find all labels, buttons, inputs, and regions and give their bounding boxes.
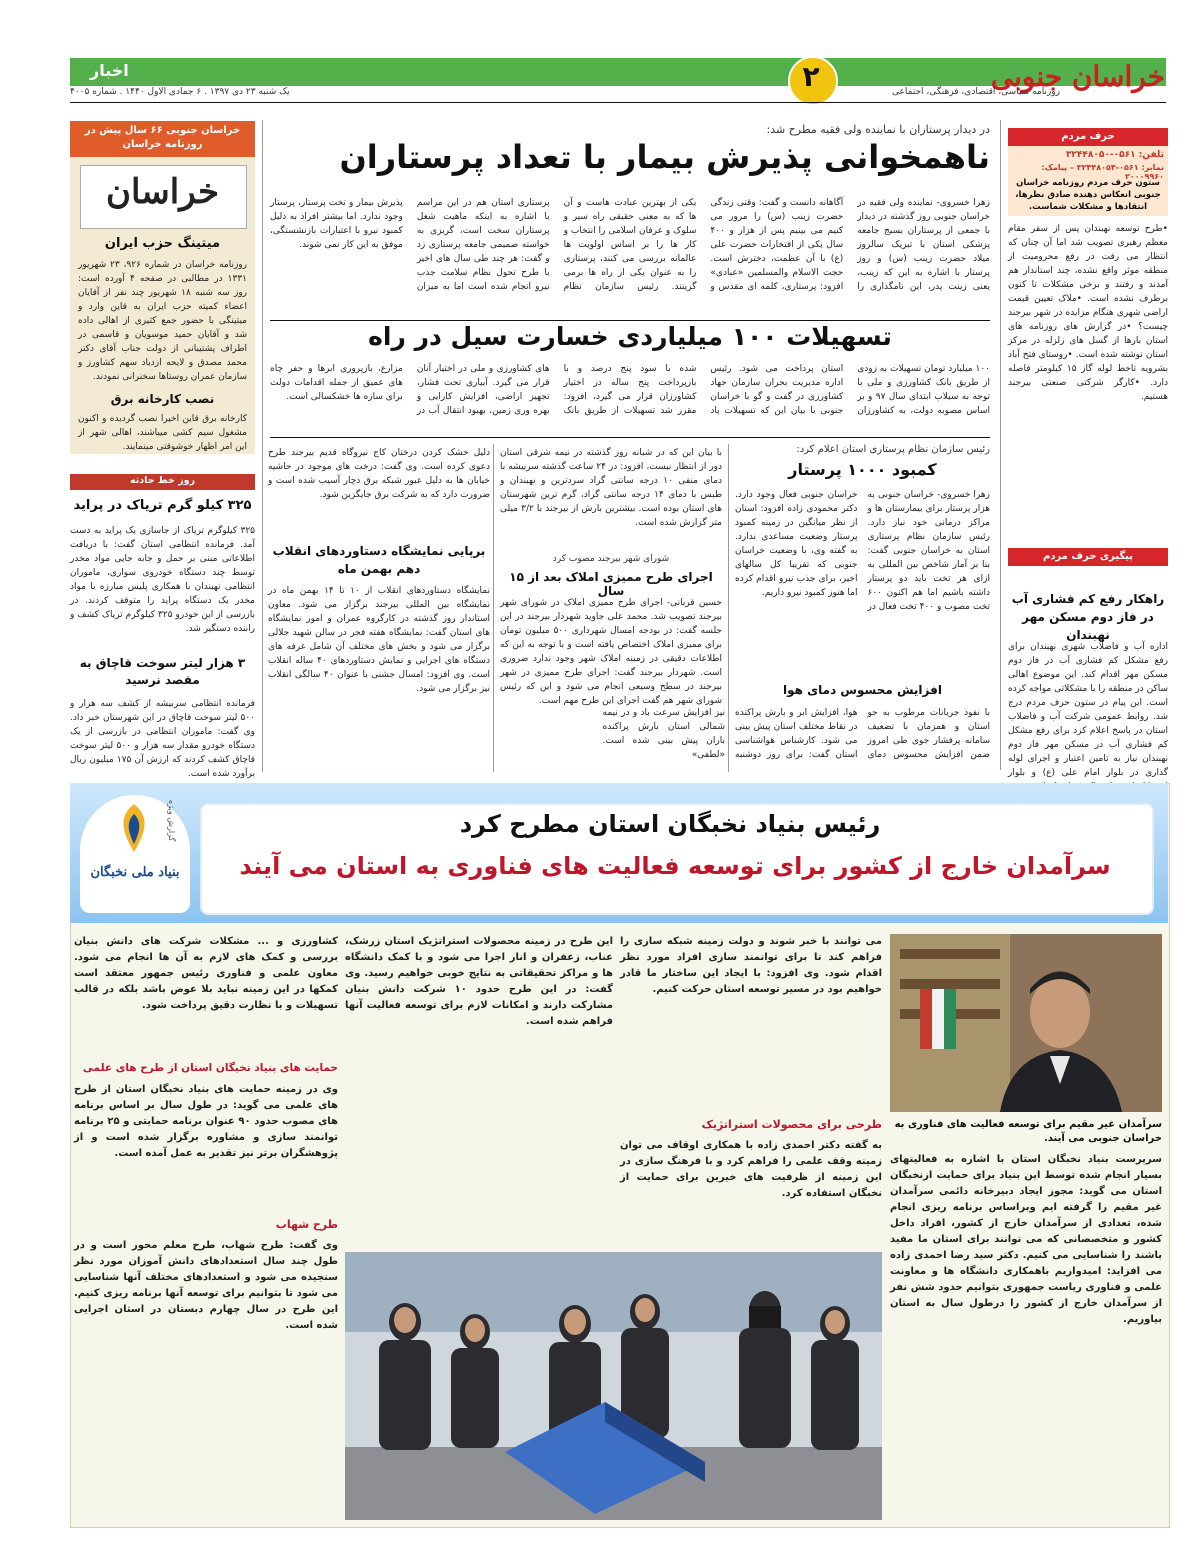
- nurses-headline: کمبود ۱۰۰۰ پرستار: [788, 460, 937, 479]
- lead-bottom-rule: [270, 320, 990, 321]
- exhibition-photo: [345, 1252, 882, 1520]
- special-subhead-a: طرحی برای محصولات استراتژیک: [701, 1118, 882, 1131]
- bonyad-logo-icon: [106, 800, 162, 856]
- column-rule-nurses: [728, 444, 729, 772]
- header-rule: [70, 102, 1166, 103]
- page-number: ۲: [802, 60, 820, 93]
- archive-header: خراسان جنوبی ۶۶ سال پیش در روزنامه خراسان: [84, 125, 241, 150]
- special-side-label: گزارش ویژه: [167, 800, 176, 842]
- special-headline: سرآمدان خارج از کشور برای توسعه فعالیت های فناوری به استان می آیند: [239, 852, 1111, 880]
- portrait-photo: [890, 934, 1162, 1112]
- special-col2: می توانند با خبر شوند و دولت زمینه شبکه سازی را فراهم کند تا برای توانمند سازی افراد مورد نظر اقدام شود. وی افزود: با ایجاد این ساختار ما قادر خواهیم بود در مسیر توسعه استان حرکت کنیم.: [620, 936, 882, 995]
- harf-mardom-body: •طرح توسعه نهبندان پس از سفر مقام معظم رهبری تصویب شد اما آن چنان که انتظار می رفت در رفع محرومیت از منطقه موثر واقع نشده، چند استاندار هم آمدند و رفتند و برخی مشکلات تا کنون برطرف نشده است. •ملاک تعیین قیمت اراضی شهری هنگام مزایده در شهر بیرجند چیست؟ •در گزارش های روزنامه های استان بارها از گسل های زلزله در مرکز استان نوشته شده است. •روستای فتح آباد بشرویه تاخط لوله گاز ۱۵ کیلومتر فاصله دارد. •کارگر شرکتی صنعتی بیرجند هستیم.: [1008, 224, 1168, 402]
- real-estate-kicker: شورای شهر بیرجند مصوب کرد: [552, 554, 670, 564]
- harf-mardom-note: ستون حرف مردم روزنامه خراسان جنوبی انعکاس دهنده صادق نظرها، انتقادها و مشکلات شماست.: [1015, 178, 1161, 212]
- power-plant-headline: نصب کارخانه برق: [110, 392, 215, 406]
- special-kicker: رئیس بنیاد نخبگان استان مطرح کرد: [459, 810, 881, 838]
- special-col4b: وی در زمینه حمایت های بنیاد نخبگان استان از طرح های علمی می گوید: در طول سال بر اساس برنامه های مصوب حدود ۹۰ عنوان برنامه حمایتی و ۲۵ برنامه توانمند سازی و مشاوره برگزار شده است و از پژوهشگران برتر نیز تقدیر به عمل آمده است.: [74, 1084, 338, 1159]
- nurses-body: زهرا خسروی- خراسان جنوبی به هزار پرستار برای بیمارستان ها و مراکز درمانی خود نیاز دارد. رئیس سازمان نظام پرستاری استان به خراسان جنوبی گفت: بنا بر آمار شاخص بین المللی به ازای هر تخت باید دو پرستار داشته باشیم اما هم اکنون ۶۰۰ تخت مصوب و ۴۰۰ تخت فعال در خراسان جنوبی فعال وجود دارد. دکتر محمودی زاده افزود: استان از نظر میانگین در زمینه کمبود پرستار وضعیت مساعدی ندارد. به گفته وی، با وضعیت خراسان جنوبی که تفریبا کل سالهای اخیر، برای جذب نیرو اقدام کرده اما هنوز کمبود نیرو داریم.: [735, 490, 991, 612]
- nurses-kicker: رئیس سازمان نظام پرستاری استان اعلام کرد:: [796, 444, 990, 455]
- real-estate-headline: اجرای طرح ممیزی املاک بعد از ۱۵ سال: [509, 570, 713, 598]
- flood-headline: تسهیلات ۱۰۰ میلیاردی خسارت سیل در راه: [368, 322, 892, 351]
- special-col3: این طرح در زمینه محصولات استراتژیک استان زرشک، عناب، زعفران و انار اجرا می شود و با کمک دانشگاه ها و مراکز تحقیقاتی به نتایج خوبی خواهیم رسید. وی گفت: در این طرح حدود ۱۰ شرکت دانش بنیان مشارکت دارند و امکانات لازم برای توسعه فعالیت آنها فراهم شده است.: [345, 936, 613, 1027]
- flood-body: ۱۰۰ میلیارد تومان تسهیلات به زودی از طریق بانک کشاورزی و ملی با توجه به سیلاب ابتدای سال ۹۷ و بر اساس مصوبه دولت، به کشاورزان استان پرداخت می شود. رئیس اداره مدیریت بحران سازمان جهاد کشاورزی در گفت و گو با خراسان جنوبی با بیان این که تسهیلات یاد شده با سود پنج درصد و با بازپرداخت پنج ساله در اختیار کشاورزان قرار می گیرد، افزود: مقرر شد تسهیلات از طریق بانک های کشاورزی و ملی در اختیار آنان قرار می گیرد. آبیاری تحت فشار، تجهیز اراضی، افزایش کارایی و بهره وری زمین، بهبود انتقال آب در مزارع، بازپروری ابرها و حفر چاه های عمیق از جمله اقدامات دولت برای سازه ها خشکسالی است.: [270, 364, 991, 416]
- tagline: روزنامه سیاسی، اقتصادی، فرهنگی، اجتماعی: [891, 87, 1060, 97]
- fuel-body: فرمانده انتظامی سربیشه از کشف سه هزار و ۵۰۰ لیتر سوخت قاچاق در این شهرستان خبر داد. وی گفت: ماموران انتظامی در بازرسی از یک دستگاه خودرو مقدار سه هزار و ۵۰۰ لیتر سوخت قاچاق کشف کردند که ارزش آن ۱۷۵ میلیون ریال برآورد شده است.: [70, 699, 255, 779]
- bonyad-logo-text: بنیاد ملی نخبگان: [90, 865, 180, 880]
- exhibition-headline: برپایی نمایشگاه دستاوردهای انقلاب دهم بهمن ماه: [272, 544, 486, 576]
- special-subhead-c: طرح شهاب: [275, 1218, 338, 1231]
- special-col4: کشاورزی و ... مشکلات شرکت های دانش بنیان بررسی و کمک های لازم به آن ها انجام می شود. معاون علمی و فناوری رئیس جمهور معتقد است کمکها در این زمینه نباید بلا عوض باشد بلکه در قالب تسهیلات و با نظارت دقیق پرداخت شود.: [74, 936, 338, 1011]
- dateline: یک شنبه ۲۳ دی ۱۳۹۷ . ۶ جمادی الاول ۱۴۴۰ . شماره ۴۰۰۵: [70, 87, 290, 97]
- column-rule-left: [262, 120, 263, 772]
- portrait-caption: سرآمدان غیر مقیم برای توسعه فعالیت های فناوری به خراسان جنوبی می آیند.: [894, 1119, 1162, 1144]
- real-estate-body: حسین قربانی- اجرای طرح ممیزی املاک در شورای شهر بیرجند تصویب شد. محمد علی جاوید شهردار بیرجند در این جلسه گفت: در بودجه امسال شهرداری ۵۰۰ میلیون تومان برای ممیزی املاک اختصاص یافته است و با توجه به این که اطلاعات دقیقی در زمینه املاک شهر وجود ندارد ضروری است. شهردار بیرجند گفت: اجرای طرح ممیزی در شهر بیرجند در سطح وسیعی انجام می شود و این که رئیس شورای شهر هم گفت اجرای این طرح مهم است.: [500, 598, 722, 706]
- special-col1: سرپرست بنیاد نخبگان استان با اشاره به فعالیتهای بسیار انجام شده توسط این بنیاد برای حمایت ازنخبگان استان می گوید: مجوز ایجاد دبیرخانه دائمی سرآمدان غیر مقیم را گرفته ایم وبراساس برنامه ریزی انجام شده، تعدادی از سرآمدان خارج از کشور، افراد داخل کشور و متخصصانی که می توانند برای استان ما مفید باشند را شناسایی می کنیم. دکتر سید رضا احمدی زاده می افزاید: امیدواریم باهمکاری دانشگاه ها و معاونت علمی و فناوری ریاست جمهوری بتوانیم حدود شش نفر از سرآمدان خارج از کشور را درطول سال به استان بیاوریم.: [890, 1154, 1162, 1325]
- phone-line: تلفن: ۰۵۶۱-۳۲۴۴۸۰۵۰: [1065, 150, 1164, 160]
- special-col4c: وی گفت: طرح شهاب، طرح معلم محور است و در طول چند سال استعدادهای دانش آموزان مورد نظر سنجیده می شود و استعدادهای مختلف آنها شناسایی می شود تا بتوانیم برای توسعه آنها برنامه ریزی کنیم. این طرح در سال چهارم دبستان در استان اجرایی شده است.: [74, 1240, 338, 1331]
- harf-mardom-title: حرف مردم: [1008, 128, 1168, 146]
- real-estate-lead: با بیان این که در شبانه روز گذشته در نیمه شرقی استان دور از انتظار نیست، افزود: در ۲۴ ساعت گذشته سربیشه با دمای منفی ۱۰ درجه سانتی گراد سردترین و نهبندان و طبس با دمای ۱۴ درجه سانتی گراد، گرم ترین شهرستان های استان بوده است. بیشترین بارش از بیرجند با ۳/۲ میلی متر گزارش شده است.: [500, 448, 722, 528]
- followup-body: اداره آب و فاضلاب شهری نهبندان برای رفع مشکل کم فشاری آب در فاز دوم مسکن مهر اقدام کند. این موضوع اهالی ساکن در منطقه را با مشکلاتی مواجه کرده است. این پیام در ستون حرف مردم درج شد. روابط عمومی شرکت آب و فاضلاب استان در پاسخ اعلام کرد برای رفع مشکل کم فشاری آب در مسکن مهر فاز دوم نهبندان نیاز به تامین اعتبار و اجرای لوله گذاری در بلوار امام علی (ع) و بلوار: [1008, 642, 1168, 778]
- exhibition-body: نمایشگاه دستاوردهای انقلاب از ۱۰ تا ۱۴ بهمن ماه در نمایشگاه بین المللی بیرجند برگزار می شود. معاون استاندار روز گذشته در کارگروه عمران و امور نمایشگاه های استان گفت: نمایشگاه هفته فجر در سالن شهید جلالی برگزار می شود و بخش های مختلف آن شامل غرفه های دستگاه های اجرایی و نمایش دستاوردهای ۴۰ ساله انقلاب است. وی افزود: امسال جشنی با عنوان ۴۰ سالگی انقلاب نیز برگزار می شود.: [268, 586, 491, 694]
- temperature-body: با نفوذ جریانات مرطوب به جو استان و همزمان با تضعیف سامانه پرفشار جوی طی امروز ضمن افزایش محسوس دمای هوا، افزایش ابر و بارش پراکنده در نقاط مختلف استان پیش بینی می شود. کارشناس هواشناسی استان گفت: برای روز دوشنبه نیز افزایش سرعت باد و در نیمه شمالی استان بارش پراکنده باران پیش بینی شده است. «لطفی»: [602, 708, 990, 760]
- section-label: اخبار: [90, 61, 129, 80]
- archive-masthead: خراسان: [105, 172, 220, 212]
- opium-body: ۳۲۵ کیلوگرم تریاک از جاسازی یک پراید به دست آمد. فرمانده انتظامی استان گفت: با دریافت اطلاعاتی مبنی بر حمل و جابه جایی مواد مخدر توسط چند دستگاه خودروی سواری، ماموران انتظامی نهبندان با همکاری پلیس مبارزه با مواد مخدر یک دستگاه پراید را متوقف کردند. در بازرسی از این خودرو ۳۲۵ کیلوگرم تریاک کشف و راننده دستگیر شد.: [70, 526, 255, 634]
- lead-headline: ناهمخوانی پذیرش بیمار با تعداد پرستاران: [339, 138, 990, 176]
- column-rule-realestate: [493, 444, 494, 772]
- temperature-headline: افزایش محسوس دمای هوا: [783, 683, 942, 697]
- followup-title: پیگیری حرف مردم: [1008, 548, 1168, 566]
- opium-headline: ۳۲۵ کیلو گرم تریاک در پراید: [73, 498, 252, 513]
- archive-body: روزنامه خراسان در شماره ۹۲۶، ۲۳ شهریور ۱۳۳۱ در مطالبی در صفحه ۴ آورده است: روز سه شنبه ۱۸ شهریور چند نفر از آقایان اعضاء کمیته حزب ایران به قاین وارد و میتینگی با حضور جمع کثیری از اهالی داده شد و آقایان حمید موسویان و قاسمی در اطراف پشتیبانی از دولت جناب آقای دکتر محمد مصدق و لایحه ازدیاد سهم کشاورز و سازمان عمران روستاها سخنرانی نمودند.: [78, 260, 247, 382]
- followup-headline: راهکار رفع کم فشاری آب در فاز دوم مسکن مهر نهبندان: [1011, 592, 1165, 642]
- flood-bottom-rule: [270, 437, 990, 438]
- lead-body: زهرا خسروی- نماینده ولی فقیه در خراسان جنوبی روز گذشته در دیدار با جمعی از پرستاران بسیج جامعه پزشکی استان با تبریک سالروز میلاد حضرت زینب (س) و روز پرستار با اشاره به این که زینب، یعنی زینت پدر، این نامگذاری را آگاهانه دانست و گفت: وقتی زندگی حضرت زینب (س) را مرور می کنیم می بینیم پس از هزار و ۴۰۰ سال یکی از افتخارات حضرت علی (ع) با آن عظمت، دخترش است. حجت الاسلام والمسلمین «عبادی» افزود: پرستاری، کلمه ای مقدس و یکی از بهترین عبادت هاست و آن ها که به معنی حقیقی راه سیر و سلوک و عرفان اسلامی را انتخاب و کار ها را بر اساس اولویت ها عالمانه بررسی می کنند، پرستاری را به عنوان یکی از راه ها برمی گزینند. رئیس سازمان نظام پرستاری استان هم در این مراسم با اشاره به اینکه ماهیت شغل پرستاران سخت است، گریزی به خواسته صمیمی جامعه پرستاری زد و گفت: هر چند طی سال های اخیر با طرح تحول نظام سلامت جذب نیرو انجام شده است اما به میزان پذیرش بیمار و تخت پرستار، پرستار وجود ندارد. اما بیشتر افراد به دلیل کمبود نیرو با اعتبارات بازنشستگی، موفق به این کار نمی شوند.: [270, 198, 990, 292]
- power-plant-body: کارخانه برق قاین اخیرا نصب گردیده و اکنون مشغول سیم کشی میباشند، اهالی شهر از این امر اظهار خوشوقتی مینمایند.: [78, 414, 247, 452]
- sms-line: نمابر: ۰۵۶۱-۳۲۴۴۸۰۵۴ – پیامک: ۲۰۰۰۹۹۶۰: [1041, 163, 1164, 181]
- special-col2b: به گفته دکتر احمدی زاده با همکاری اوقاف می توان زمینه وقف علمی را فراهم کرد و با فرهنگ سازی در این زمینه از ظرفیت های خیرین برای حمایت از نخبگان استفاده کرد.: [620, 1140, 882, 1199]
- special-subhead-b: حمایت های بنیاد نخبگان استان از طرح های علمی: [82, 1062, 338, 1074]
- accidents-bar-label: روز خط حادثه: [129, 475, 196, 486]
- logo: خراسان جنوبی: [990, 60, 1165, 93]
- archive-headline: میتینگ حزب ایران: [104, 236, 221, 251]
- fuel-headline: ۳ هزار لیتر سوخت قاچاق به مقصد نرسید: [79, 656, 246, 687]
- exhibition-lead: دلیل خشک کردن درختان کاج نیروگاه قدیم بیرجند طرح دعوی کرده است. وی گفت: درخت های موجود در حاشیه خیابان ها به دلیل عبور شبکه برق دچار آسیب شده است و ضرورت دارد که به شرکت برق جایگزین شود.: [268, 448, 490, 500]
- lead-kicker: در دیدار پرستاران با نماینده ولی فقیه مطرح شد:: [766, 123, 990, 136]
- column-rule-right: [1000, 120, 1001, 770]
